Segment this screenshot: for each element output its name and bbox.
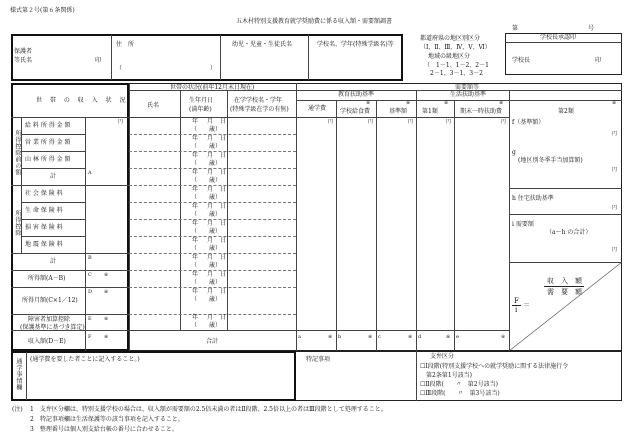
item-f: f（基準額）	[512, 119, 545, 126]
birth-day-6: 日	[220, 220, 227, 227]
birth-month-8: 月	[207, 254, 214, 261]
ratio-income: 収 入 額	[547, 277, 582, 285]
birth-month-5: 月	[207, 203, 214, 210]
col-lunch: 学校給食費	[340, 108, 371, 115]
birth-year-11: 年	[192, 314, 199, 321]
age-close-2: 歳）	[209, 160, 222, 167]
row-income-amount: 所得額(A－B)	[28, 275, 66, 282]
income-status-label: 世 帯 の 収 入 状 況	[36, 97, 129, 104]
row-forestry: 山 林 所 得 金 額	[25, 156, 71, 163]
col-birth-age: (満年齢)	[189, 106, 212, 113]
address-label[interactable]: 住 所	[116, 41, 135, 48]
age-close-3: 歳）	[209, 177, 222, 184]
total-label: 合計	[206, 338, 219, 345]
age-open-8: （	[191, 262, 198, 269]
birth-day-3: 日	[220, 169, 227, 176]
birth-year-4: 年	[192, 186, 199, 193]
row-salary: 給 料 所 得 金 額	[25, 122, 71, 129]
commute-placeholder[interactable]: (通学費を要した者ことに記入すること。)	[30, 356, 140, 363]
birth-month-1: 月	[207, 135, 214, 142]
birth-year-7: 年	[192, 237, 199, 244]
birth-year-2: 年	[192, 152, 199, 159]
number-suffix: 号	[588, 25, 595, 32]
birth-month-10: 月	[207, 288, 214, 295]
age-open-10: （	[191, 296, 198, 303]
principal-label: 学校長	[512, 57, 531, 64]
age-open-6: （	[191, 228, 198, 235]
group-deduction: 所得控除	[13, 210, 21, 236]
age-close-6: 歳）	[209, 228, 222, 235]
address-paren-close: ）	[210, 65, 217, 72]
row-disability: 障害者加算控除	[28, 316, 71, 323]
birth-month-3: 月	[207, 169, 214, 176]
row-damage-insurance: 損 害 保 険 料	[25, 224, 63, 231]
support-option-3[interactable]: ☐Ⅲ段階( 〃 第3号該当)	[420, 390, 500, 397]
row-income-month: 所得月額(C×1／12)	[22, 297, 78, 304]
address-paren-open: （	[116, 65, 123, 72]
child-name-label[interactable]: 幼児・児童・生徒氏名	[232, 41, 293, 48]
letter-d: D	[88, 289, 93, 295]
age-close-7: 歳）	[209, 245, 222, 252]
birth-day-7: 日	[220, 237, 227, 244]
age-close-8: 歳）	[209, 262, 222, 269]
document-title: 五木村特別支援教育就学奨励費に係る収入額・需要額調書	[236, 18, 393, 25]
birth-month-2: 月	[207, 152, 214, 159]
footnote-lead: (注)	[12, 406, 23, 413]
row-life-insurance: 生 命 保 険 料	[25, 207, 63, 214]
form-number: 様式第２号(第６条関係)	[10, 7, 75, 14]
commute-label: 通学事情欄	[14, 358, 22, 391]
birth-year-8: 年	[192, 254, 199, 261]
birth-day-9: 日	[220, 271, 227, 278]
support-option-1b: 第2条第1号該当)	[420, 372, 472, 379]
age-open-2: （	[191, 160, 198, 167]
winter-addition: (地区別冬季手当加算額)	[518, 157, 583, 164]
birth-year-9: 年	[192, 271, 199, 278]
age-open-9: （	[191, 279, 198, 286]
guardian-seal: 印	[95, 57, 102, 64]
demand-title: 需要額等	[455, 84, 480, 91]
birth-day-1: 日	[220, 135, 227, 142]
col-stage1: 第1類	[422, 108, 438, 115]
age-close-5: 歳）	[209, 211, 222, 218]
footnote-1: 1 支弁区分欄は、特別支援学校の場合は、収入額が需要額の2.5倍未満の者はⅡ段階、2.5倍以上の者はⅢ段階として処理すること。	[30, 406, 387, 413]
birth-year-3: 年	[192, 169, 199, 176]
birth-month-9: 月	[207, 271, 214, 278]
footnote-2: 2 特記事項欄は生活保護等の該当事項を記入すること。	[30, 416, 184, 423]
age-open-11: （	[191, 322, 198, 329]
birth-month-11: 月	[207, 314, 214, 321]
letter-c: C	[88, 272, 92, 278]
support-option-1[interactable]: ☐Ⅰ段階(特別支援学校への就学奨励に関する法律施行令	[420, 363, 569, 370]
birth-day-0: 日	[220, 118, 227, 125]
ratio-demand: 需 要 額	[547, 288, 582, 296]
age-close-1: 歳）	[209, 143, 222, 150]
birth-day-10: 日	[220, 288, 227, 295]
ratio-i: i	[515, 306, 518, 314]
age-open-0: （	[191, 126, 198, 133]
birth-year-5: 年	[192, 203, 199, 210]
age-open-5: （	[191, 211, 198, 218]
diagonal-slash	[509, 262, 622, 351]
footnote-3: 3 整理番号は個人別支給台帳の番号に合わせること。	[30, 426, 178, 433]
birth-day-2: 日	[220, 152, 227, 159]
birth-month-0: 月	[207, 118, 214, 125]
principal-seal[interactable]: 印	[595, 57, 602, 64]
col-name: 氏名	[147, 102, 160, 109]
row-disability-note: (保護基準に基づき算定)	[20, 324, 85, 331]
age-open-3: （	[191, 177, 198, 184]
age-open-1: （	[191, 143, 198, 150]
birth-year-1: 年	[192, 135, 199, 142]
col-school-fee: 通学費	[308, 105, 327, 112]
region-line-4: （ 1－1、1－2、2－1	[424, 62, 489, 69]
birth-month-7: 月	[207, 237, 214, 244]
ratio-equals: ＝	[523, 301, 530, 309]
letter-a: A	[88, 170, 92, 176]
item-i: i 需要額	[512, 221, 534, 228]
birth-month-6: 月	[207, 220, 214, 227]
birth-year-6: 年	[192, 220, 199, 227]
birth-year-10: 年	[192, 288, 199, 295]
support-option-2[interactable]: ☐Ⅱ段階( 〃 第2号該当)	[420, 381, 498, 388]
support-title: 支弁区分	[430, 353, 455, 360]
age-open-4: （	[191, 194, 198, 201]
principal-title: 学校長承認印	[540, 34, 577, 41]
birth-day-4: 日	[220, 186, 227, 193]
age-close-0: 歳）	[209, 126, 222, 133]
birth-month-4: 月	[207, 186, 214, 193]
age-close-10: 歳）	[209, 296, 222, 303]
letter-f: F	[88, 334, 92, 340]
col-school: 在学学校名・学年	[234, 97, 283, 104]
row-income-total: 収入額(D－E)	[28, 338, 66, 345]
region-line-1: 都道府県の地区別区分	[420, 35, 481, 42]
col-school-special: (特殊学級在学の有無)	[230, 106, 289, 113]
row-earthquake-insurance: 地 震 保 険 料	[25, 241, 63, 248]
letter-b: B	[88, 255, 92, 261]
guardian-label-2: 等氏名	[14, 57, 33, 64]
age-close-9: 歳）	[209, 279, 222, 286]
region-line-5: 2－1、3－1、3－2	[424, 70, 483, 77]
col-base: 基準額	[389, 108, 408, 115]
region-line-3: 地域の級地区分	[428, 53, 471, 60]
life-title: 生活扶助基準	[450, 91, 487, 98]
age-close-11: 歳）	[209, 322, 222, 329]
region-line-2: （Ⅰ、Ⅱ、Ⅲ、Ⅳ、Ⅴ、Ⅵ）	[420, 44, 491, 51]
special-notes-label[interactable]: 特記事項	[306, 356, 331, 363]
item-g: g	[512, 149, 516, 156]
birth-day-11: 日	[220, 314, 227, 321]
guardian-label: 保護者	[14, 48, 33, 55]
col-stage2: 第2類	[558, 108, 574, 115]
number-label: 第	[512, 25, 519, 32]
edu-title: 教育扶助基準	[338, 91, 375, 98]
row-business: 営 業 所 得 金 額	[25, 139, 71, 146]
group-before-deduction: 所得控除前の額	[13, 130, 21, 176]
ratio-f: F	[514, 297, 519, 305]
col-birth: 生年月日	[189, 97, 214, 104]
birth-day-8: 日	[220, 254, 227, 261]
row-subtotal-a: 計	[50, 173, 57, 180]
row-social-insurance: 社 会 保 険 料	[25, 190, 63, 197]
birth-day-5: 日	[220, 203, 227, 210]
col-winter: 期末一時扶助費	[460, 108, 503, 115]
age-open-7: （	[191, 245, 198, 252]
age-close-4: 歳）	[209, 194, 222, 201]
birth-year-0: 年	[192, 118, 199, 125]
item-i-sum: （a～h の合計）	[546, 229, 592, 236]
letter-e: E	[88, 316, 92, 322]
school-grade-label[interactable]: 学校名、学年(特殊学級名)等	[317, 41, 394, 48]
household-section-title: 世帯の状況(前年12月末日現在)	[170, 84, 255, 91]
row-subtotal-b: 計	[50, 258, 57, 265]
item-h: h 住宅扶助基準	[512, 195, 554, 202]
